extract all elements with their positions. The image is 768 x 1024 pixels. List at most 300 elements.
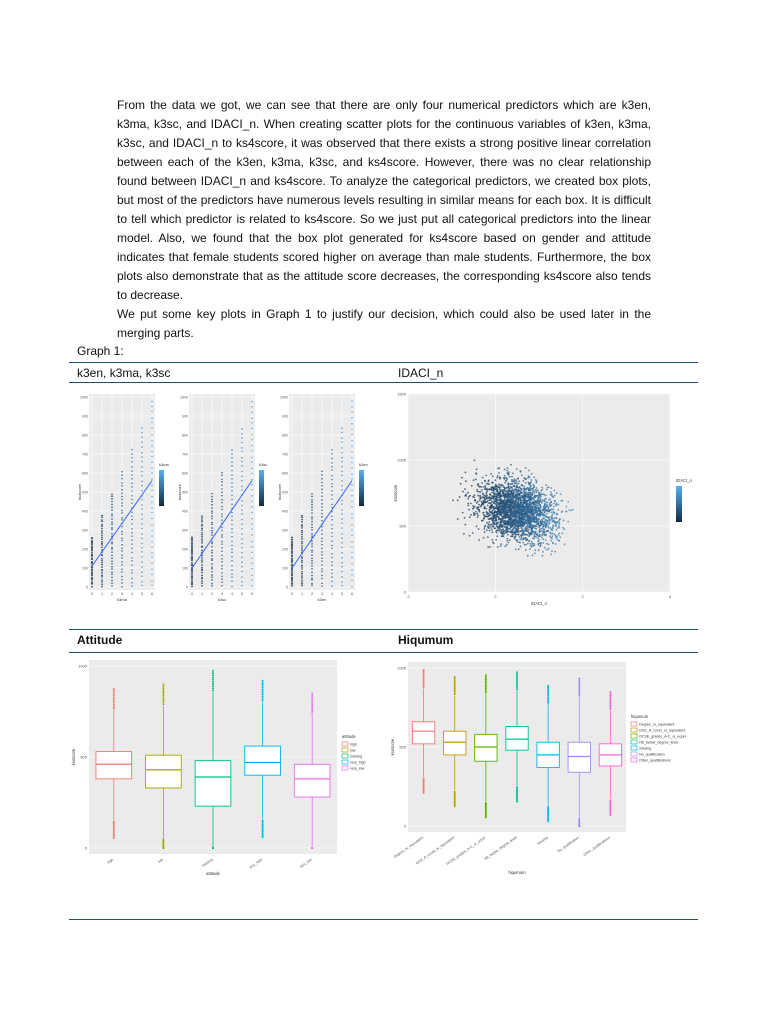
outlier	[212, 672, 214, 674]
legend-title: hiqumum	[631, 714, 649, 719]
data-point	[552, 533, 554, 535]
data-point	[553, 533, 555, 535]
data-point	[532, 537, 534, 539]
outlier	[113, 828, 115, 830]
data-point	[231, 478, 232, 479]
data-point	[331, 469, 332, 470]
box-hiqumum-panel	[392, 656, 698, 878]
box-hiqumum-plot	[392, 656, 698, 878]
data-point	[251, 428, 252, 429]
data-point	[470, 514, 472, 516]
outlier	[162, 847, 164, 849]
y-tick-label: 500	[80, 754, 87, 760]
data-point	[341, 542, 342, 543]
data-point	[131, 486, 132, 487]
data-point	[331, 532, 332, 533]
data-point	[538, 530, 540, 532]
data-point	[311, 558, 312, 559]
data-point	[545, 505, 547, 507]
data-point	[485, 492, 487, 494]
data-point	[141, 437, 142, 438]
data-point	[505, 505, 507, 507]
data-point	[547, 516, 549, 518]
data-point	[111, 501, 112, 502]
data-point	[311, 568, 312, 569]
data-point	[525, 495, 527, 497]
data-point	[496, 493, 498, 495]
data-point	[121, 502, 122, 503]
box	[294, 764, 330, 797]
data-point	[311, 583, 312, 584]
data-point	[513, 528, 515, 530]
data-point	[553, 506, 555, 508]
data-point	[221, 479, 222, 480]
data-point	[301, 538, 302, 539]
data-point	[211, 543, 212, 544]
outlier	[516, 685, 518, 687]
data-point	[301, 519, 302, 520]
data-point	[500, 532, 502, 534]
data-point	[533, 516, 535, 518]
data-point	[543, 529, 545, 531]
data-point	[530, 492, 532, 494]
data-point	[311, 529, 312, 530]
data-point	[101, 534, 102, 535]
data-point	[101, 541, 102, 542]
data-point	[191, 575, 192, 576]
data-point	[231, 486, 232, 487]
data-point	[509, 539, 511, 541]
data-point	[532, 494, 534, 496]
y-tick-label: 0	[84, 845, 87, 851]
data-point	[251, 473, 252, 474]
data-point	[496, 477, 498, 479]
data-point	[291, 564, 292, 565]
data-point	[291, 582, 292, 583]
data-point	[565, 511, 567, 513]
outlier	[454, 678, 456, 680]
data-point	[559, 527, 561, 529]
outlier	[423, 675, 425, 677]
data-point	[498, 493, 500, 495]
data-point	[91, 563, 92, 564]
data-point	[557, 527, 559, 529]
data-point	[121, 548, 122, 549]
x-tick-label: 2	[210, 592, 214, 596]
data-point	[231, 528, 232, 529]
data-point	[121, 538, 122, 539]
data-point	[502, 485, 504, 487]
data-point	[525, 523, 527, 525]
x-tick-label: high	[106, 857, 115, 865]
data-point	[231, 565, 232, 566]
data-point	[201, 569, 202, 570]
data-point	[508, 494, 510, 496]
data-point	[131, 457, 132, 458]
outlier	[547, 702, 549, 704]
data-point	[211, 552, 212, 553]
data-point	[544, 508, 546, 510]
data-point	[311, 550, 312, 551]
data-point	[521, 518, 523, 520]
data-point	[497, 486, 499, 488]
legend-label: low	[350, 748, 356, 753]
data-point	[121, 586, 122, 587]
data-point	[546, 543, 548, 545]
data-point	[251, 489, 252, 490]
legend-colorbar	[359, 470, 364, 506]
legend-title: k3sc	[259, 462, 268, 467]
data-point	[511, 483, 513, 485]
data-point	[535, 521, 537, 523]
data-point	[121, 499, 122, 500]
data-point	[507, 484, 509, 486]
data-point	[321, 492, 322, 493]
data-point	[191, 537, 192, 538]
data-point	[121, 492, 122, 493]
outlier	[113, 830, 115, 832]
data-point	[191, 568, 192, 569]
data-point	[201, 528, 202, 529]
data-point	[525, 478, 527, 480]
data-point	[111, 515, 112, 516]
data-point	[321, 503, 322, 504]
outlier	[609, 702, 611, 704]
data-point	[542, 514, 544, 516]
data-point	[311, 524, 312, 525]
data-point	[141, 490, 142, 491]
data-point	[201, 532, 202, 533]
data-point	[531, 473, 533, 475]
data-point	[111, 551, 112, 552]
box-attitude-plot	[69, 656, 373, 878]
outlier	[162, 688, 164, 690]
y-tick-label: 400	[182, 509, 188, 514]
data-point	[101, 564, 102, 565]
data-point	[467, 492, 469, 494]
data-point	[241, 547, 242, 548]
data-point	[522, 513, 524, 515]
data-point	[523, 490, 525, 492]
y-tick-label: 1000	[78, 663, 87, 669]
x-tick-label: 2	[310, 592, 314, 596]
data-point	[531, 502, 533, 504]
data-point	[497, 513, 499, 515]
data-point	[351, 541, 352, 542]
data-point	[512, 505, 514, 507]
data-point	[221, 551, 222, 552]
outlier	[262, 823, 264, 825]
data-point	[547, 487, 549, 489]
data-point	[211, 501, 212, 502]
data-point	[491, 511, 493, 513]
data-point	[211, 560, 212, 561]
data-point	[506, 500, 508, 502]
data-point	[532, 554, 534, 556]
data-point	[558, 534, 560, 536]
data-point	[311, 496, 312, 497]
data-point	[121, 526, 122, 527]
outlier	[485, 676, 487, 678]
data-point	[555, 543, 557, 545]
data-point	[121, 478, 122, 479]
data-point	[525, 534, 527, 536]
data-point	[487, 546, 489, 548]
outlier	[113, 699, 115, 701]
data-point	[515, 492, 517, 494]
data-point	[111, 583, 112, 584]
data-point	[351, 513, 352, 514]
data-point	[539, 525, 541, 527]
data-point	[556, 539, 558, 541]
x-tick-label: very_low	[298, 857, 313, 869]
y-tick-label: 800	[182, 433, 188, 438]
data-point	[515, 494, 517, 496]
data-point	[539, 494, 541, 496]
data-point	[141, 533, 142, 534]
y-tick-label: 900	[182, 414, 188, 419]
data-point	[251, 434, 252, 435]
outlier	[423, 684, 425, 686]
data-point	[351, 451, 352, 452]
outlier	[212, 687, 214, 689]
data-point	[512, 532, 514, 534]
data-point	[111, 522, 112, 523]
data-point	[474, 459, 476, 461]
data-point	[331, 458, 332, 459]
data-point	[524, 518, 526, 520]
data-point	[460, 483, 462, 485]
data-point	[131, 528, 132, 529]
data-point	[508, 519, 510, 521]
data-point	[465, 480, 467, 482]
data-point	[241, 523, 242, 524]
data-point	[351, 506, 352, 507]
data-point	[221, 572, 222, 573]
data-point	[515, 528, 517, 530]
data-point	[351, 411, 352, 412]
data-point	[221, 499, 222, 500]
data-point	[341, 585, 342, 586]
data-point	[241, 457, 242, 458]
data-point	[291, 547, 292, 548]
data-point	[476, 513, 478, 515]
data-point	[331, 576, 332, 577]
data-point	[241, 528, 242, 529]
data-point	[341, 441, 342, 442]
data-point	[494, 527, 496, 529]
data-point	[291, 572, 292, 573]
data-point	[251, 506, 252, 507]
data-point	[231, 574, 232, 575]
data-point	[527, 521, 529, 523]
data-point	[535, 516, 537, 518]
data-point	[557, 513, 559, 515]
data-point	[541, 536, 543, 538]
data-point	[321, 583, 322, 584]
outlier	[578, 693, 580, 695]
data-point	[331, 561, 332, 562]
data-point	[520, 521, 522, 523]
data-point	[301, 577, 302, 578]
data-point	[131, 490, 132, 491]
data-point	[530, 479, 532, 481]
data-point	[191, 544, 192, 545]
data-point	[521, 529, 523, 531]
data-point	[495, 539, 497, 541]
data-point	[528, 492, 530, 494]
data-point	[480, 506, 482, 508]
data-point	[241, 576, 242, 577]
data-point	[251, 445, 252, 446]
data-point	[111, 509, 112, 510]
data-point	[91, 541, 92, 542]
cell-label-attitude: Attitude	[77, 633, 123, 647]
data-point	[511, 535, 513, 537]
data-point	[487, 513, 489, 515]
x-tick-label: 5	[240, 592, 244, 596]
x-tick-label: 6	[150, 592, 154, 596]
data-point	[521, 537, 523, 539]
outlier	[212, 685, 214, 687]
data-point	[516, 534, 518, 536]
data-point	[522, 532, 524, 534]
data-point	[511, 511, 513, 513]
data-point	[151, 417, 152, 418]
data-point	[533, 499, 535, 501]
data-point	[91, 547, 92, 548]
data-point	[501, 503, 503, 505]
data-point	[472, 532, 474, 534]
data-point	[301, 541, 302, 542]
data-point	[291, 558, 292, 559]
data-point	[536, 487, 538, 489]
data-point	[517, 478, 519, 480]
data-point	[311, 493, 312, 494]
data-point	[241, 489, 242, 490]
data-point	[321, 471, 322, 472]
outlier	[609, 691, 611, 693]
data-point	[486, 497, 488, 499]
body-paragraph-1: From the data we got, we can see that there are only four numerical predictors which are k3en, k3ma, k3sc, and IDACI_n. When creating scatter plots for the continuous variables of k3en, k3ma, k3sc, and IDACI_n to ks4score, it was observed that there exists a strong positive linear correlation between each of the k3en, k3ma, k3sc, and ks4score. However, there was no clear relationship found between IDACI_n and ks4score. To analyze the categorical predictors, we created box plots, but most of the predictors have numerous levels resulting in similar means for each box. It is difficult to tell which predictor is related to ks4score. So we just put all categorical predictors into the linear model. Also, we found that the box plot generated for ks4score based on gender and attitude indicates that female students scored higher on average than male students. Furthermore, the box plots also demonstrate that as the attitude score decreases, the corresponding ks4score also tends to decrease.	[117, 98, 651, 302]
legend-label: No_qualification	[639, 752, 665, 757]
data-point	[506, 544, 508, 546]
data-point	[301, 536, 302, 537]
data-point	[101, 530, 102, 531]
data-point	[301, 543, 302, 544]
data-point	[524, 492, 526, 494]
data-point	[311, 563, 312, 564]
y-axis-title: ks4score	[390, 738, 395, 756]
data-point	[482, 477, 484, 479]
data-point	[191, 554, 192, 555]
data-point	[506, 472, 508, 474]
data-point	[551, 529, 553, 531]
data-point	[301, 571, 302, 572]
data-point	[101, 526, 102, 527]
data-point	[311, 551, 312, 552]
data-point	[331, 519, 332, 520]
data-point	[231, 520, 232, 521]
data-point	[341, 466, 342, 467]
data-point	[473, 512, 475, 514]
data-point	[505, 530, 507, 532]
data-point	[476, 473, 478, 475]
data-point	[513, 491, 515, 493]
data-point	[141, 585, 142, 586]
data-point	[231, 549, 232, 550]
outlier	[113, 688, 115, 690]
data-point	[101, 517, 102, 518]
data-point	[131, 519, 132, 520]
data-point	[341, 432, 342, 433]
data-point	[474, 500, 476, 502]
data-point	[524, 488, 526, 490]
data-point	[521, 509, 523, 511]
outlier	[547, 692, 549, 694]
data-point	[516, 486, 518, 488]
data-point	[211, 527, 212, 528]
outlier	[485, 816, 487, 818]
data-point	[538, 543, 540, 545]
data-point	[221, 516, 222, 517]
data-point	[509, 528, 511, 530]
data-point	[201, 555, 202, 556]
data-point	[151, 472, 152, 473]
data-point	[311, 579, 312, 580]
data-point	[504, 524, 506, 526]
data-point	[211, 555, 212, 556]
data-point	[251, 529, 252, 530]
data-point	[542, 538, 544, 540]
data-point	[509, 476, 511, 478]
data-point	[141, 551, 142, 552]
data-point	[544, 519, 546, 521]
data-point	[241, 476, 242, 477]
data-point	[567, 501, 569, 503]
data-point	[478, 491, 480, 493]
data-point	[91, 554, 92, 555]
data-point	[509, 483, 511, 485]
data-point	[487, 526, 489, 528]
data-point	[491, 529, 493, 531]
data-point	[493, 506, 495, 508]
data-point	[291, 580, 292, 581]
data-point	[501, 535, 503, 537]
data-point	[539, 545, 541, 547]
data-point	[301, 515, 302, 516]
data-point	[231, 552, 232, 553]
data-point	[496, 503, 498, 505]
legend-label: very_high	[350, 760, 366, 765]
data-point	[131, 512, 132, 513]
legend-label: high	[350, 742, 357, 747]
data-point	[321, 548, 322, 549]
y-tick-label: 600	[82, 471, 88, 476]
data-point	[191, 556, 192, 557]
data-point	[101, 581, 102, 582]
data-point	[111, 568, 112, 569]
data-point	[151, 580, 152, 581]
table-rule-mid2	[69, 652, 698, 653]
data-point	[519, 536, 521, 538]
outlier	[609, 706, 611, 708]
outlier	[113, 821, 115, 823]
outlier	[262, 820, 264, 822]
data-point	[477, 516, 479, 518]
data-point	[121, 550, 122, 551]
data-point	[549, 505, 551, 507]
